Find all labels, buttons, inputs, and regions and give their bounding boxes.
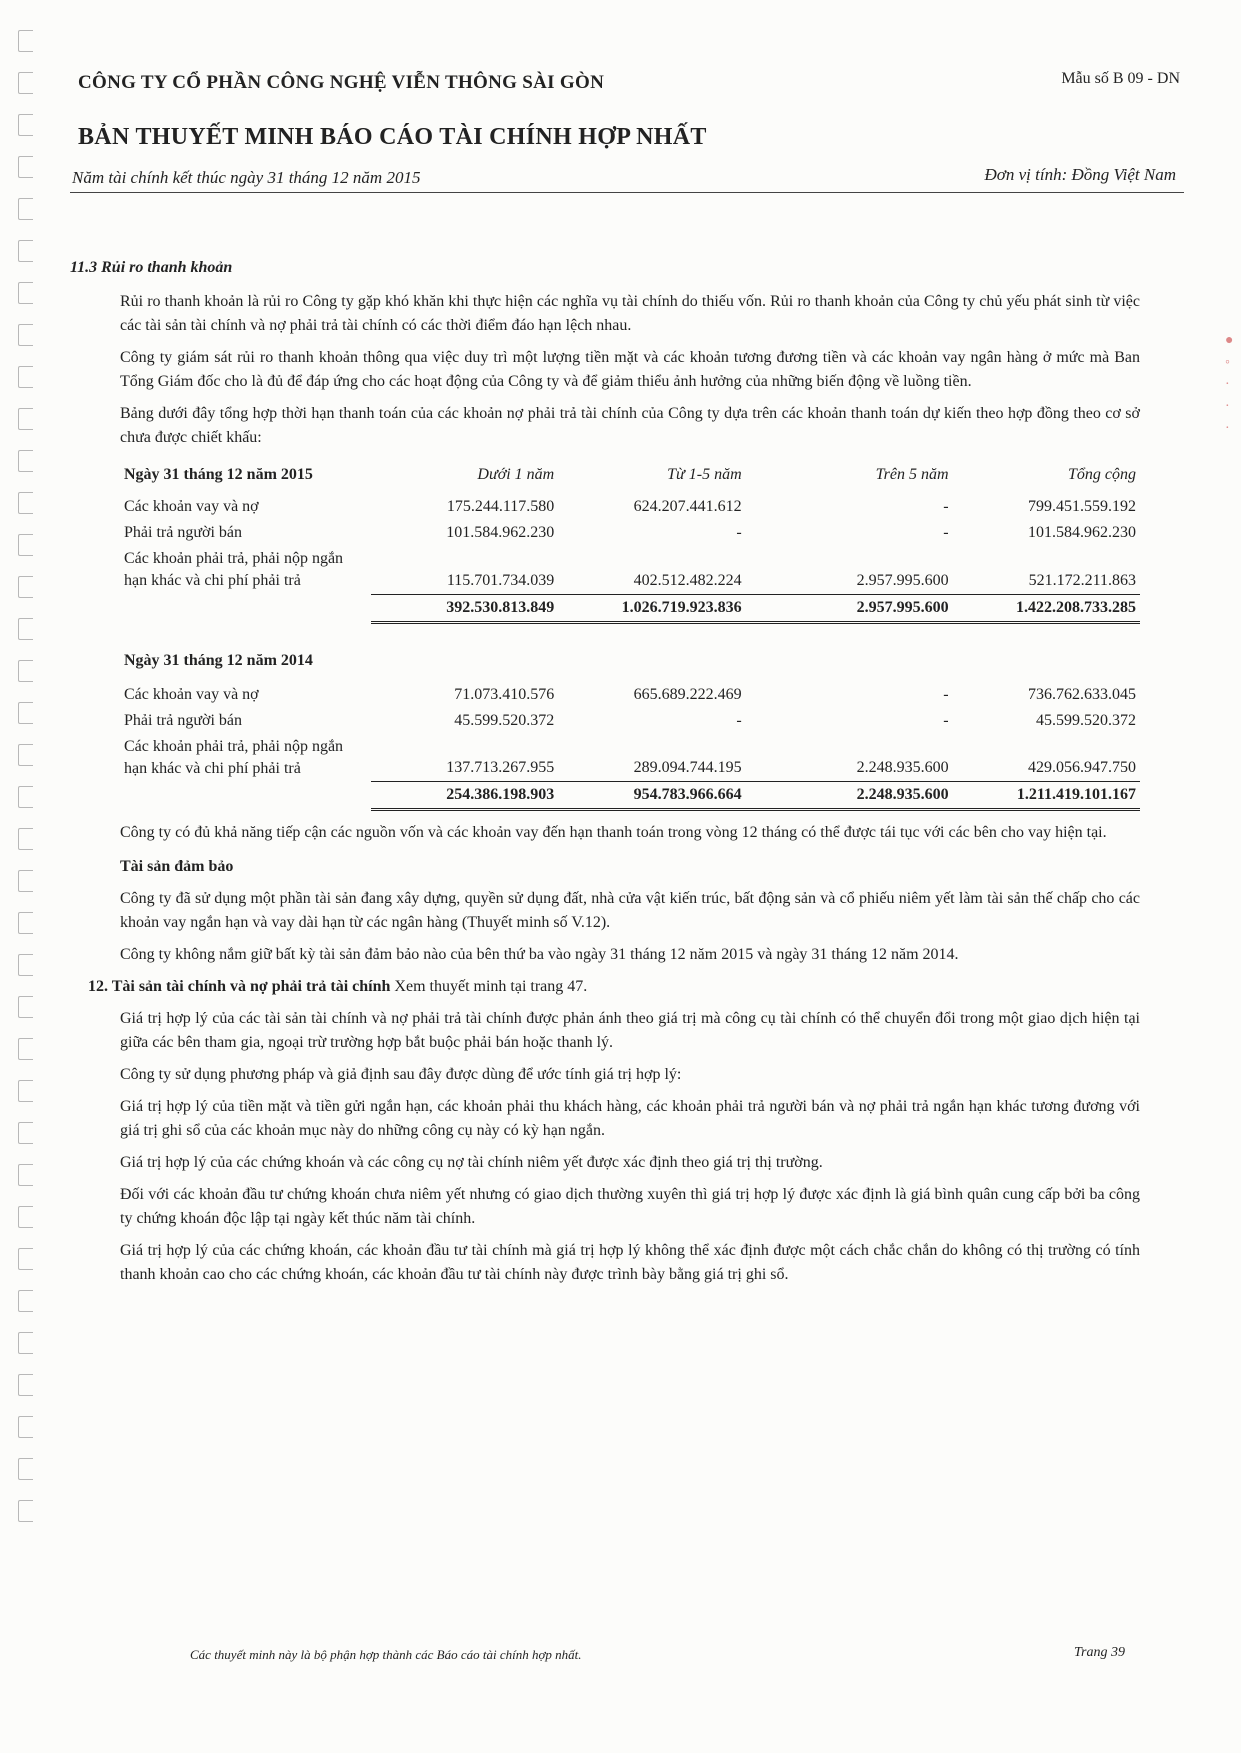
table-total-row — [120, 594, 1140, 622]
table-row — [120, 682, 1140, 708]
column-header: Tổng cộng — [1068, 466, 1136, 483]
paragraph: Công ty có đủ khả năng tiếp cận các nguồn vốn và các khoản vay đến hạn thanh toán trong vòng 12 tháng có thể được tái tục với các bên cho vay hiện tại. — [120, 824, 1107, 841]
section-12-title — [88, 975, 1140, 999]
paragraph: Giá trị hợp lý của các chứng khoán, các khoản đầu tư tài chính mà giá trị hợp lý không thể xác định được một cách chắc chắn do không có thị trường có tính thanh khoản cao cho các chứng khoán, các khoản đầu tư tài chính này được trình bày bằng giá trị ghi sổ. — [120, 1242, 1140, 1283]
column-header: Trên 5 năm — [875, 466, 949, 483]
cell-value: 101.584.962.230 — [446, 524, 555, 541]
paragraph: Công ty sử dụng phương pháp và giả định sau đây được dùng để ước tính giá trị hợp lý: — [120, 1066, 682, 1083]
total-value: 254.386.198.903 — [371, 782, 558, 810]
footer-note: Các thuyết minh này là bộ phận hợp thành các Báo cáo tài chính hợp nhất. — [190, 1647, 582, 1662]
paragraph: Đối với các khoản đầu tư chứng khoán chưa niêm yết nhưng có giao dịch thường xuyên thì giá trị hợp lý được xác định là giá bình quân cung cấp bởi ba công ty chứng khoán độc lập tại ngày kết thúc năm tài chính. — [120, 1186, 1140, 1227]
paragraph: Giá trị hợp lý của tiền mặt và tiền gửi ngắn hạn, các khoản phải thu khách hàng, các khoản phải trả người bán và nợ phải trả ngắn hạn khác tương đương với giá trị ghi sổ của các khoản mục này do những công cụ này có kỳ hạn ngắn. — [120, 1098, 1140, 1139]
cell-value: 101.584.962.230 — [1028, 524, 1136, 541]
total-value: 1.422.208.733.285 — [953, 594, 1140, 622]
paragraph: Giá trị hợp lý của các chứng khoán và các công cụ nợ tài chính niêm yết được xác định theo giá trị thị trường. — [120, 1154, 823, 1171]
cell-value: - — [943, 711, 949, 729]
year-label-2015: Ngày 31 tháng 12 năm 2015 — [124, 466, 313, 483]
row-label: Phải trả người bán — [124, 524, 242, 541]
section-11-3-title: 11.3 Rủi ro thanh khoản — [70, 259, 233, 276]
cell-value: 402.512.482.224 — [633, 571, 742, 589]
section-12-heading: 12. Tài sản tài chính và nợ phải trả tài chính — [88, 978, 391, 995]
table-row — [120, 708, 1140, 734]
cell-value: 71.073.410.576 — [454, 685, 555, 703]
row-label: Các khoản phải trả, phải nộp ngắn hạn khác và chi phí phải trả — [124, 737, 344, 777]
cell-value: - — [943, 685, 949, 703]
table-year-row — [120, 648, 1140, 682]
table-row — [120, 520, 1140, 546]
page-number: Trang 39 — [1074, 1645, 1125, 1660]
cell-value: - — [943, 524, 949, 541]
total-value: 1.026.719.923.836 — [558, 594, 745, 622]
cell-value: 2.957.995.600 — [856, 571, 949, 589]
table-row — [120, 546, 1140, 594]
row-label: Các khoản vay và nợ — [124, 685, 259, 703]
cell-value: - — [736, 524, 742, 541]
total-value: 2.248.935.600 — [746, 782, 953, 810]
row-label: Các khoản phải trả, phải nộp ngắn hạn khác và chi phí phải trả — [124, 550, 344, 589]
fiscal-period: Năm tài chính kết thúc ngày 31 tháng 12 năm 2015 — [72, 168, 421, 187]
table-row — [120, 734, 1140, 782]
paragraph: Công ty không nắm giữ bất kỳ tài sản đảm bảo nào của bên thứ ba vào ngày 31 tháng 12 năm 2015 và ngày 31 tháng 12 năm 2014. — [120, 946, 959, 963]
paragraph: Bảng dưới đây tổng hợp thời hạn thanh toán của các khoản nợ phải trả tài chính của Công ty dựa trên các khoản thanh toán dự kiến theo hợp đồng theo cơ sở chưa được chiết khấu: — [120, 405, 1140, 446]
total-value: 954.783.966.664 — [558, 782, 745, 810]
company-name: CÔNG TY CỔ PHẦN CÔNG NGHỆ VIỄN THÔNG SÀI GÒN — [78, 72, 605, 93]
form-number: Mẫu số B 09 - DN — [1061, 70, 1180, 87]
cell-value: 665.689.222.469 — [633, 685, 742, 703]
collateral-title: Tài sản đảm bảo — [120, 858, 234, 875]
cell-value: 429.056.947.750 — [1028, 759, 1136, 776]
row-label: Phải trả người bán — [124, 711, 242, 729]
table-header-row — [120, 462, 1140, 494]
main-content — [70, 256, 1140, 1295]
paragraph: Công ty đã sử dụng một phần tài sản đang xây dựng, quyền sử dụng đất, nhà cửa vật kiến trúc, bất động sản và cổ phiếu niêm yết làm tài sản thế chấp cho các khoản vay ngắn hạn và vay dài hạn từ các ngân hàng (Thuyết minh số V.12). — [120, 890, 1140, 931]
year-label-2014: Ngày 31 tháng 12 năm 2014 — [124, 651, 313, 669]
row-label: Các khoản vay và nợ — [124, 498, 259, 515]
cell-value: 289.094.744.195 — [633, 759, 742, 776]
cell-value: 521.172.211.863 — [1028, 571, 1136, 589]
header-divider — [70, 192, 1184, 193]
cell-value: 45.599.520.372 — [454, 711, 555, 729]
cell-value: 115.701.734.039 — [446, 571, 555, 589]
paragraph: Công ty giám sát rủi ro thanh khoản thông qua việc duy trì một lượng tiền mặt và các khoản tương đương tiền và các khoản vay ngân hàng ở mức mà Ban Tổng Giám đốc cho là đủ để đáp ứng cho các hoạt động của Công ty và để giảm thiểu ảnh hưởng của những biến động về luồng tiền. — [120, 349, 1140, 390]
cell-value: 2.248.935.600 — [856, 759, 949, 776]
total-value: 1.211.419.101.167 — [953, 782, 1140, 810]
cell-value: 175.244.117.580 — [446, 498, 555, 515]
cell-value: 137.713.267.955 — [446, 759, 555, 776]
cell-value: 736.762.633.045 — [1028, 685, 1136, 703]
column-header: Dưới 1 năm — [477, 466, 555, 483]
table-row — [120, 494, 1140, 520]
column-header: Từ 1-5 năm — [667, 466, 742, 483]
cell-value: 624.207.441.612 — [633, 498, 742, 515]
table-total-row — [120, 782, 1140, 810]
cell-value: 799.451.559.192 — [1028, 498, 1136, 515]
total-value: 392.530.813.849 — [371, 594, 558, 622]
total-value: 2.957.995.600 — [746, 594, 953, 622]
section-12-note: Xem thuyết minh tại trang 47. — [390, 978, 588, 995]
cell-value: - — [736, 711, 742, 729]
liquidity-table — [120, 462, 1140, 811]
cell-value: 45.599.520.372 — [1036, 711, 1136, 729]
paragraph: Rủi ro thanh khoản là rủi ro Công ty gặp khó khăn khi thực hiện các nghĩa vụ tài chính do thiếu vốn. Rủi ro thanh khoản của Công ty chủ yếu phát sinh từ việc các tài sản tài chính và nợ phải trả tài chính có các thời điểm đáo hạn lệch nhau. — [120, 293, 1140, 334]
cell-value: - — [943, 498, 949, 515]
currency-unit: Đơn vị tính: Đồng Việt Nam — [984, 165, 1176, 184]
binding-holes — [18, 30, 44, 1542]
paragraph: Giá trị hợp lý của các tài sản tài chính và nợ phải trả tài chính được phản ánh theo giá trị mà công cụ tài chính có thể chuyển đổi trong một giao dịch hiện tại giữa các bên tham gia, ngoại trừ trường hợp bắt buộc phải bán hoặc thanh lý. — [120, 1010, 1140, 1051]
document-title: BẢN THUYẾT MINH BÁO CÁO TÀI CHÍNH HỢP NHẤT — [78, 124, 707, 150]
stamp-mark: ● ◦ · · · — [1225, 333, 1234, 436]
